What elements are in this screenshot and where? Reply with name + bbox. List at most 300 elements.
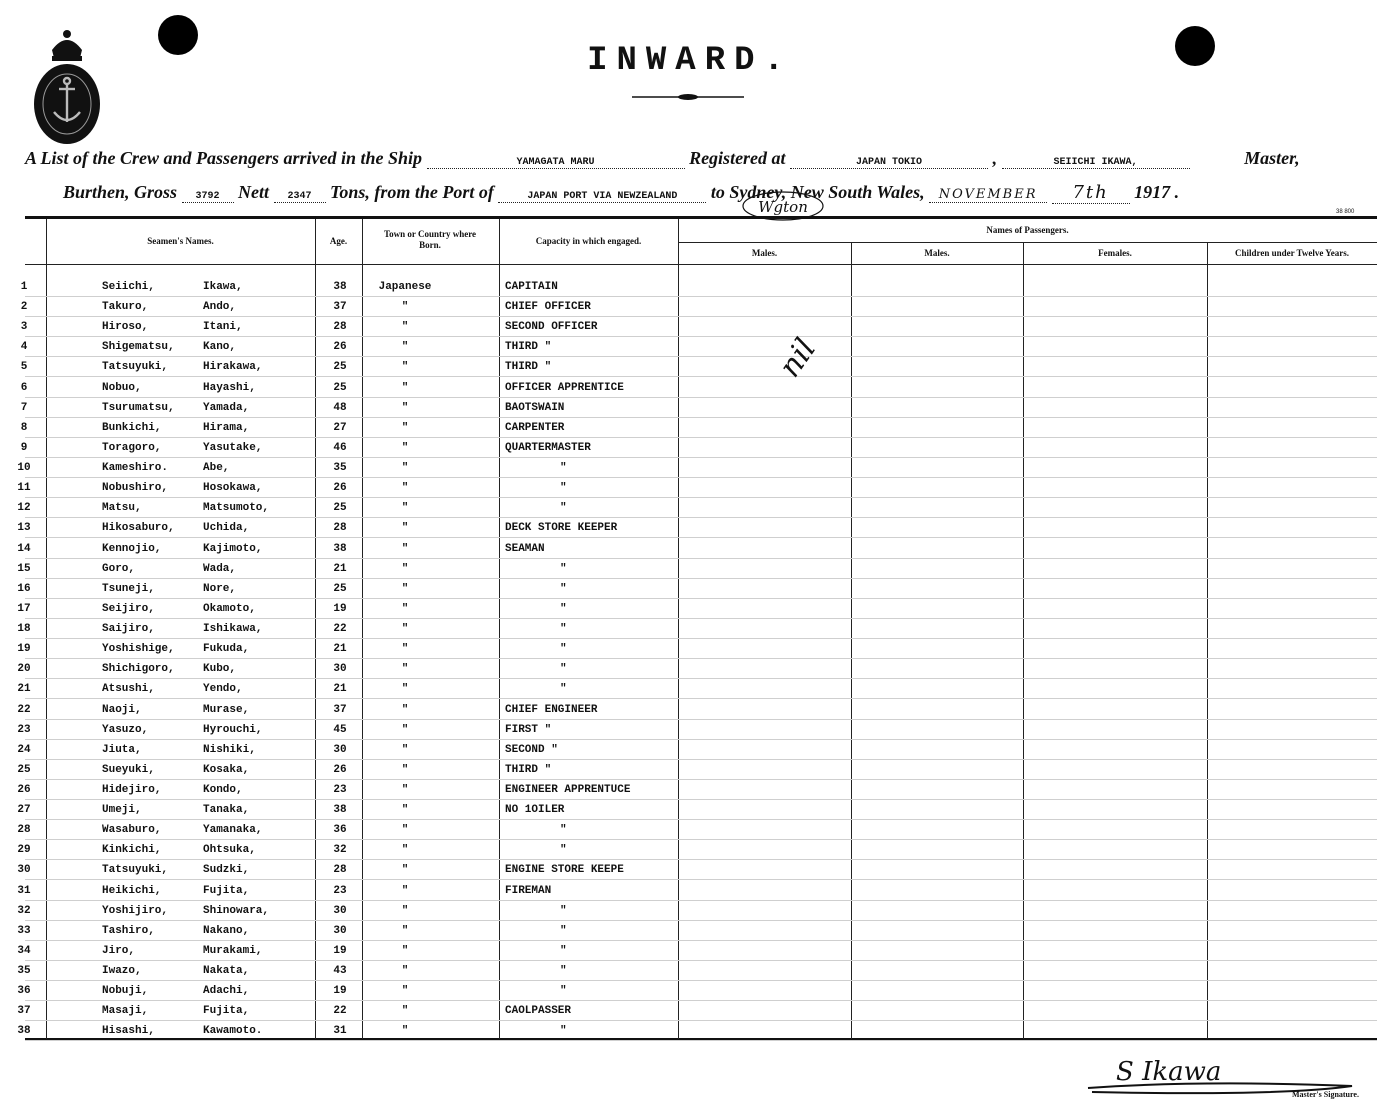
row-rule [25, 376, 1377, 377]
row-rule [25, 1020, 1377, 1021]
seaman-age: 26 [333, 341, 347, 354]
header-text-from-port: Tons, from the Port of [330, 182, 494, 202]
seaman-birthplace: " [401, 623, 409, 636]
row-rule [25, 879, 1377, 880]
row-number: 22 [17, 703, 31, 716]
header-text-registered: Registered at [689, 148, 786, 168]
row-number: 37 [17, 1005, 31, 1018]
row-number: 9 [20, 441, 28, 454]
seaman-first-name: Masaji, [102, 1005, 149, 1018]
row-number: 17 [17, 602, 31, 615]
registered-port-field: JAPAN TOKIO [790, 157, 988, 169]
seaman-last-name: Hosokawa, [203, 482, 263, 495]
header-text-destination: to Sydney, New South Wales, [710, 182, 925, 202]
seaman-age: 26 [333, 763, 347, 776]
seaman-birthplace: " [401, 361, 409, 374]
seaman-last-name: Fujita, [203, 1005, 250, 1018]
seaman-age: 26 [333, 482, 347, 495]
seaman-age: 43 [333, 965, 347, 978]
seaman-age: 21 [333, 562, 347, 575]
seaman-capacity: " [560, 844, 567, 857]
seaman-age: 28 [333, 522, 347, 535]
row-rule [25, 477, 1377, 478]
punch-hole-left [158, 15, 198, 55]
seaman-last-name: Hyrouchi, [203, 723, 263, 736]
seaman-age: 25 [333, 582, 347, 595]
row-number: 12 [17, 502, 31, 515]
seaman-age: 31 [333, 1025, 347, 1038]
row-rule [25, 537, 1377, 538]
seaman-birthplace: " [401, 441, 409, 454]
seaman-last-name: Abe, [203, 462, 230, 475]
row-rule [25, 558, 1377, 559]
seaman-age: 23 [333, 884, 347, 897]
seaman-birthplace: Japanese [378, 281, 432, 293]
seaman-capacity: " [560, 623, 567, 636]
seaman-capacity: " [560, 562, 567, 575]
row-rule [25, 839, 1377, 840]
seaman-last-name: Kondo, [203, 784, 243, 796]
seaman-birthplace: " [401, 864, 409, 877]
seaman-birthplace: " [401, 462, 409, 475]
seaman-capacity: DECK STORE KEEPER [505, 522, 618, 535]
seaman-last-name: Tanaka, [203, 804, 250, 817]
seaman-birthplace: " [401, 924, 409, 937]
seaman-capacity: CAOLPASSER [505, 1005, 572, 1018]
seaman-capacity: CHIEF OFFICER [505, 301, 591, 314]
seaman-first-name: Atsushi, [102, 683, 155, 696]
row-rule [25, 578, 1377, 579]
seaman-capacity: ENGINE STORE KEEPE [505, 864, 624, 877]
seaman-last-name: Uchida, [203, 522, 250, 535]
seaman-age: 25 [333, 502, 347, 515]
row-number: 30 [17, 864, 31, 877]
row-number: 13 [17, 522, 31, 535]
seaman-birthplace: " [401, 301, 409, 314]
header-text-nett: Nett [238, 182, 270, 202]
seaman-first-name: Nobuo, [102, 381, 142, 394]
seaman-first-name: Tashiro, [102, 924, 155, 937]
col-header-males-1: Males. [751, 248, 778, 258]
seaman-capacity: " [560, 582, 567, 595]
seaman-age: 45 [333, 723, 347, 736]
row-number: 19 [17, 643, 31, 656]
seaman-age: 25 [333, 381, 347, 394]
seaman-birthplace: " [401, 643, 409, 656]
seaman-last-name: Yamanaka, [203, 824, 263, 837]
row-rule [25, 678, 1377, 679]
header-text-list: A List of the Crew and Passengers arrived in the Ship [25, 148, 423, 168]
seaman-birthplace: " [401, 562, 409, 575]
seaman-birthplace: " [401, 804, 409, 817]
from-port-field: JAPAN PORT VIA NEWZEALAND [498, 191, 706, 203]
seaman-birthplace: " [401, 663, 409, 676]
row-rule [25, 698, 1377, 699]
seaman-capacity: " [560, 462, 567, 475]
passenger-subheader-rule [678, 242, 1377, 243]
row-rule [25, 799, 1377, 800]
seaman-first-name: Shichigoro, [102, 663, 175, 676]
seaman-age: 48 [333, 401, 347, 414]
seaman-first-name: Takuro, [102, 301, 149, 314]
seaman-birthplace: " [401, 381, 409, 394]
row-rule [25, 859, 1377, 860]
seaman-last-name: Kano, [203, 341, 237, 354]
seaman-capacity: " [560, 904, 567, 917]
seaman-last-name: Ikawa, [203, 281, 243, 293]
seaman-last-name: Nakano, [203, 924, 250, 937]
col-header-females: Females. [1098, 248, 1132, 258]
row-rule [25, 417, 1377, 418]
row-rule [25, 900, 1377, 901]
seaman-age: 32 [333, 844, 347, 857]
row-rule [25, 960, 1377, 961]
arrival-month-field: NOVEMBER [929, 187, 1047, 203]
col-divider [46, 219, 47, 1039]
seaman-last-name: Murakami, [203, 944, 263, 957]
seaman-age: 22 [333, 623, 347, 636]
col-divider [678, 219, 679, 1039]
row-rule [25, 336, 1377, 337]
col-header-males-2: Males. [924, 248, 950, 258]
seaman-first-name: Seiichi, [102, 281, 155, 293]
seaman-age: 38 [333, 542, 347, 555]
seaman-birthplace: " [401, 824, 409, 837]
seaman-age: 30 [333, 904, 347, 917]
seaman-last-name: Yamada, [203, 401, 250, 414]
seaman-first-name: Kennojio, [102, 542, 162, 555]
seaman-last-name: Adachi, [203, 985, 250, 998]
row-number: 18 [17, 623, 31, 636]
seaman-birthplace: " [401, 743, 409, 756]
seaman-birthplace: " [401, 1005, 409, 1018]
row-number: 24 [17, 743, 31, 756]
row-rule [25, 779, 1377, 780]
seaman-age: 25 [333, 361, 347, 374]
seaman-first-name: Jiuta, [102, 743, 142, 756]
row-rule [25, 618, 1377, 619]
seaman-last-name: Nore, [203, 582, 237, 595]
seaman-capacity: CHIEF ENGINEER [505, 703, 598, 716]
row-rule [25, 517, 1377, 518]
row-number: 2 [20, 301, 28, 314]
header-year-suffix: 7 [1161, 182, 1171, 202]
arrival-day-field: 7th [1052, 182, 1130, 204]
seaman-capacity: FIRST " [505, 723, 552, 736]
title-flourish [632, 92, 744, 102]
seaman-capacity: " [560, 683, 567, 696]
header-separator: , [992, 148, 998, 168]
seaman-capacity: " [560, 663, 567, 676]
seaman-first-name: Goro, [102, 562, 136, 575]
gross-tons-field: 3792 [182, 191, 234, 203]
seaman-capacity: SECOND " [505, 743, 558, 756]
row-number: 6 [20, 381, 28, 394]
seaman-capacity: THIRD " [505, 763, 552, 776]
seaman-birthplace: " [401, 401, 409, 414]
row-rule [25, 819, 1377, 820]
seaman-birthplace: " [401, 522, 409, 535]
seaman-first-name: Saijiro, [102, 623, 155, 636]
seaman-birthplace: " [401, 582, 409, 595]
row-number: 3 [20, 321, 28, 334]
seaman-last-name: Shinowara, [203, 904, 270, 917]
seaman-first-name: Nobushiro, [102, 482, 169, 495]
nil-text: nil [772, 332, 824, 384]
row-number: 32 [17, 904, 31, 917]
seaman-capacity: " [560, 1025, 567, 1038]
row-rule [25, 1040, 1377, 1041]
seaman-last-name: Murase, [203, 703, 250, 716]
seaman-first-name: Tatsuyuki, [102, 361, 169, 374]
seaman-first-name: Yoshishige, [102, 643, 175, 656]
seaman-birthplace: " [401, 1025, 409, 1038]
row-number: 11 [17, 482, 31, 495]
seaman-last-name: Hirakawa, [203, 361, 263, 374]
seaman-age: 19 [333, 602, 347, 615]
seaman-first-name: Sueyuki, [102, 763, 155, 776]
row-rule [25, 980, 1377, 981]
seaman-birthplace: " [401, 482, 409, 495]
row-rule [25, 397, 1377, 398]
table-header-rule [25, 264, 1377, 265]
seaman-first-name: Heikichi, [102, 884, 162, 897]
col-divider [499, 219, 500, 1039]
seaman-birthplace: " [401, 784, 409, 796]
seaman-capacity: CAPITAIN [505, 281, 558, 293]
row-rule [25, 598, 1377, 599]
row-number: 5 [20, 361, 28, 374]
seaman-birthplace: " [401, 965, 409, 978]
seaman-first-name: Kameshiro. [102, 462, 169, 475]
row-rule [25, 638, 1377, 639]
col-header-town: Town or Country where Born. [383, 229, 477, 250]
row-rule [25, 759, 1377, 760]
row-number: 4 [20, 341, 28, 354]
seaman-first-name: Nobuji, [102, 985, 149, 998]
seaman-last-name: Ishikawa, [203, 623, 263, 636]
seaman-birthplace: " [401, 321, 409, 334]
seaman-age: 30 [333, 924, 347, 937]
seaman-last-name: Kawamoto. [203, 1025, 263, 1038]
row-rule [25, 497, 1377, 498]
seaman-first-name: Hiroso, [102, 321, 149, 334]
seaman-capacity: FIREMAN [505, 884, 552, 897]
seaman-first-name: Seijiro, [102, 602, 155, 615]
seaman-last-name: Hayashi, [203, 381, 256, 394]
seaman-birthplace: " [401, 944, 409, 957]
seaman-age: 37 [333, 301, 347, 314]
row-number: 16 [17, 582, 31, 595]
row-number: 34 [17, 944, 31, 957]
seaman-birthplace: " [401, 723, 409, 736]
seaman-age: 46 [333, 441, 347, 454]
seaman-capacity: SECOND OFFICER [505, 321, 598, 334]
seaman-first-name: Hidejiro, [102, 784, 162, 796]
seaman-last-name: Yasutake, [203, 441, 263, 454]
header-text-master: Master, [1244, 148, 1300, 168]
row-rule [25, 356, 1377, 357]
seaman-last-name: Ohtsuka, [203, 844, 256, 857]
seaman-first-name: Toragoro, [102, 441, 162, 454]
seaman-capacity: " [560, 643, 567, 656]
row-number: 20 [17, 663, 31, 676]
col-divider [362, 219, 363, 1039]
row-rule [25, 296, 1377, 297]
seaman-last-name: Kubo, [203, 663, 237, 676]
seaman-age: 38 [333, 281, 347, 293]
seaman-capacity: ENGINEER APPRENTUCE [505, 784, 631, 796]
seaman-birthplace: " [401, 683, 409, 696]
signature-label: Master's Signature. [1292, 1090, 1359, 1099]
row-rule [25, 658, 1377, 659]
seaman-birthplace: " [401, 904, 409, 917]
col-header-capacity: Capacity in which engaged. [535, 236, 642, 246]
punch-hole-right [1175, 26, 1215, 66]
row-rule [25, 940, 1377, 941]
seaman-last-name: Nakata, [203, 965, 250, 978]
col-divider [315, 219, 316, 1039]
seaman-age: 36 [333, 824, 347, 837]
row-number: 28 [17, 824, 31, 837]
row-number: 31 [17, 884, 31, 897]
seaman-age: 30 [333, 743, 347, 756]
seaman-last-name: Itani, [203, 321, 243, 334]
seaman-age: 30 [333, 663, 347, 676]
seaman-birthplace: " [401, 542, 409, 555]
seaman-birthplace: " [401, 763, 409, 776]
col-header-passengers: Names of Passengers. [986, 225, 1069, 235]
header-year: 191 [1134, 182, 1162, 202]
seaman-first-name: Yoshijiro, [102, 904, 169, 917]
seaman-last-name: Nishiki, [203, 743, 256, 756]
passengers-nil-annotation [766, 306, 836, 384]
col-header-age: Age. [329, 236, 348, 246]
row-number: 23 [17, 723, 31, 736]
seaman-capacity: THIRD " [505, 361, 552, 374]
seaman-capacity: QUARTERMASTER [505, 441, 591, 454]
seaman-first-name: Tatsuyuki, [102, 864, 169, 877]
row-number: 8 [20, 421, 28, 434]
row-number: 33 [17, 924, 31, 937]
row-rule [25, 437, 1377, 438]
seaman-age: 35 [333, 462, 347, 475]
seaman-birthplace: " [401, 502, 409, 515]
header-period: . [1174, 182, 1180, 202]
seaman-first-name: Wasaburo, [102, 824, 162, 837]
seaman-first-name: Hikosaburo, [102, 522, 175, 535]
row-number: 27 [17, 804, 31, 817]
nett-tons-field: 2347 [274, 191, 326, 203]
seaman-first-name: Tsurumatsu, [102, 401, 175, 414]
signature-text: S Ikawa [1116, 1057, 1222, 1087]
seaman-capacity: " [560, 944, 567, 957]
row-number: 25 [17, 763, 31, 776]
seaman-last-name: Ando, [203, 301, 237, 314]
seaman-capacity: OFFICER APPRENTICE [505, 381, 624, 394]
seaman-capacity: " [560, 502, 567, 515]
page-title: INWARD. [587, 42, 793, 80]
row-rule [25, 739, 1377, 740]
seaman-last-name: Hirama, [203, 421, 250, 434]
seaman-age: 19 [333, 944, 347, 957]
seaman-birthplace: " [401, 341, 409, 354]
seaman-capacity: " [560, 482, 567, 495]
seaman-capacity: " [560, 985, 567, 998]
seaman-last-name: Yendo, [203, 683, 243, 696]
seaman-birthplace: " [401, 421, 409, 434]
seaman-first-name: Matsu, [102, 502, 142, 515]
header-line-1 [25, 148, 1300, 169]
row-number: 15 [17, 562, 31, 575]
seaman-age: 21 [333, 643, 347, 656]
seaman-capacity: CARPENTER [505, 421, 565, 434]
row-rule [25, 719, 1377, 720]
ship-name-field: YAMAGATA MARU [427, 157, 685, 169]
seaman-capacity: SEAMAN [505, 542, 545, 555]
seaman-last-name: Kosaka, [203, 763, 250, 776]
col-header-children: Children under Twelve Years. [1234, 248, 1349, 258]
header-line-2 [63, 182, 1179, 204]
seaman-birthplace: " [401, 985, 409, 998]
seaman-last-name: Matsumoto, [203, 502, 270, 515]
seaman-capacity: " [560, 924, 567, 937]
row-number: 21 [17, 683, 31, 696]
seaman-birthplace: " [401, 884, 409, 897]
seaman-capacity: BAOTSWAIN [505, 401, 565, 414]
row-number: 7 [20, 401, 28, 414]
seaman-last-name: Wada, [203, 562, 237, 575]
anchor-crown-seal [32, 26, 102, 146]
row-number: 14 [17, 542, 31, 555]
seaman-age: 22 [333, 1005, 347, 1018]
seaman-last-name: Okamoto, [203, 602, 256, 615]
seaman-birthplace: " [401, 703, 409, 716]
seaman-last-name: Fujita, [203, 884, 250, 897]
col-header-names: Seamen's Names. [147, 236, 214, 246]
seaman-first-name: Tsuneji, [102, 582, 155, 595]
seaman-capacity: NO 1OILER [505, 804, 565, 817]
form-number: 38 800 [1336, 209, 1355, 215]
header-text-burthen: Burthen, Gross [63, 182, 178, 202]
seaman-capacity: " [560, 965, 567, 978]
seaman-first-name: Hisashi, [102, 1025, 155, 1038]
seaman-first-name: Umeji, [102, 804, 142, 817]
row-number: 26 [17, 784, 31, 796]
row-rule [25, 920, 1377, 921]
seaman-age: 37 [333, 703, 347, 716]
seaman-first-name: Yasuzo, [102, 723, 149, 736]
seaman-first-name: Iwazo, [102, 965, 142, 978]
row-number: 1 [20, 281, 28, 293]
row-number: 29 [17, 844, 31, 857]
seaman-age: 21 [333, 683, 347, 696]
seaman-age: 23 [333, 784, 347, 796]
seaman-first-name: Kinkichi, [102, 844, 162, 857]
seaman-age: 27 [333, 421, 347, 434]
row-rule [25, 316, 1377, 317]
seaman-birthplace: " [401, 844, 409, 857]
seaman-age: 19 [333, 985, 347, 998]
seaman-last-name: Fukuda, [203, 643, 250, 656]
wgton-text: Wgton [758, 198, 808, 216]
seaman-capacity: " [560, 824, 567, 837]
seaman-age: 38 [333, 804, 347, 817]
seaman-capacity: THIRD " [505, 341, 552, 354]
seaman-first-name: Shigematsu, [102, 341, 175, 354]
row-rule [25, 457, 1377, 458]
row-number: 36 [17, 985, 31, 998]
